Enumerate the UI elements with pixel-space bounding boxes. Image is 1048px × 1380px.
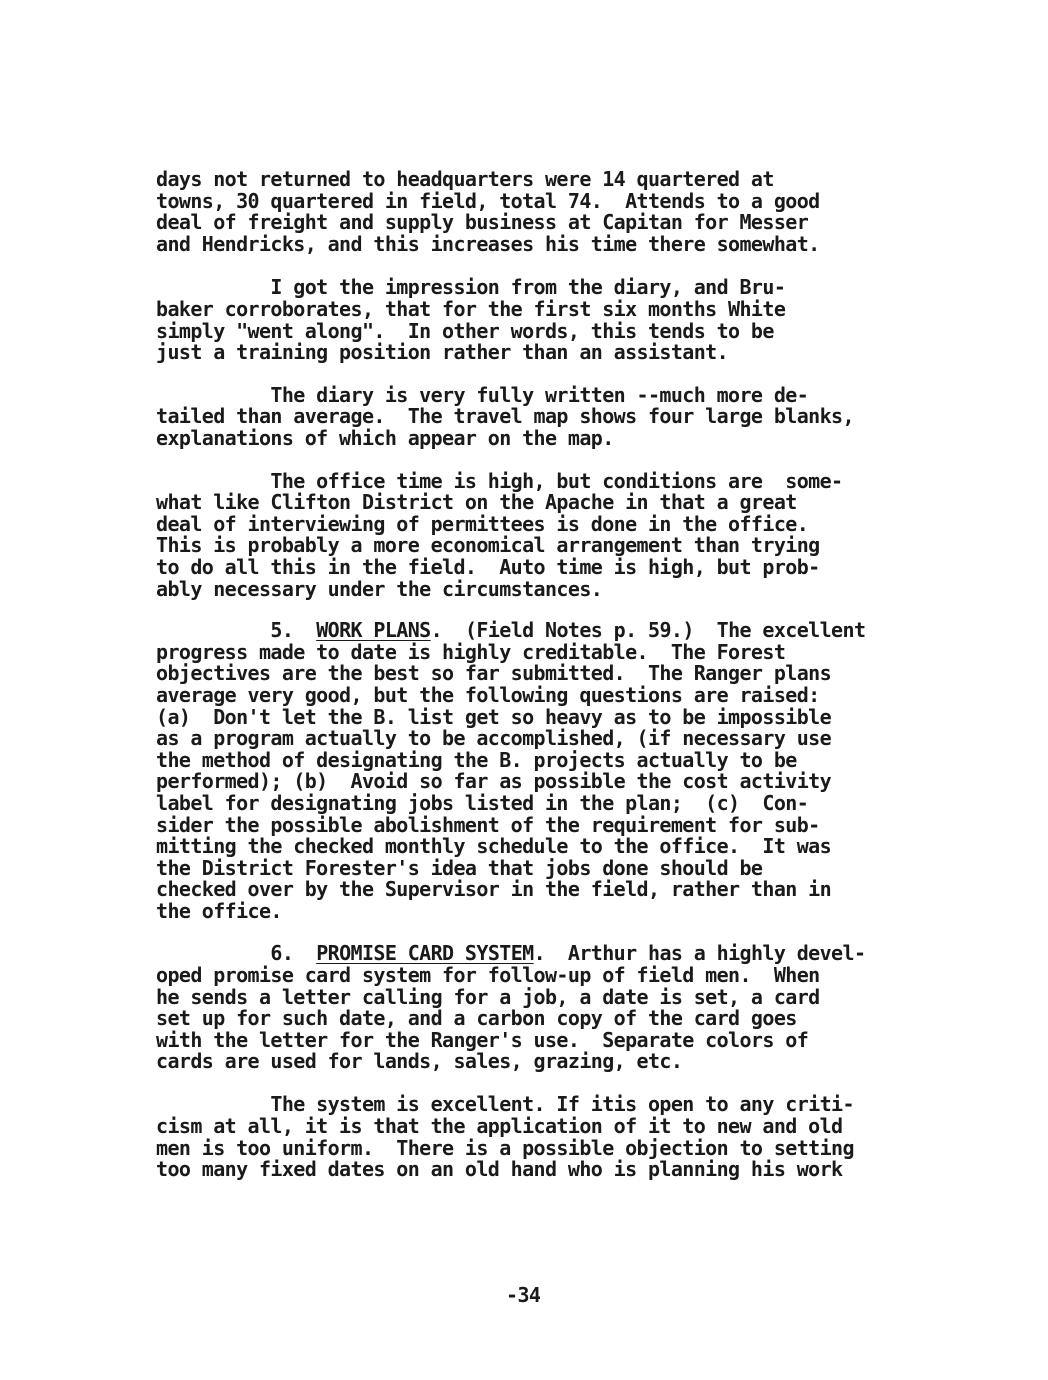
section-heading-continuation: . (Field Notes p. 59.) The excellent bbox=[430, 618, 866, 642]
text-line: simply "went along". In other words, this tends to be bbox=[156, 319, 774, 343]
text-line: label for designating jobs listed in the plan; (c) Con- bbox=[156, 791, 809, 815]
text-line: tailed than average. The travel map shows four large blanks, bbox=[156, 404, 854, 428]
text-line: explanations of which appear on the map. bbox=[156, 426, 614, 450]
text-line: days not returned to headquarters were 14 quartered at bbox=[156, 167, 774, 191]
text-line: cism at all, it is that the application of it to new and old bbox=[156, 1114, 843, 1138]
text-line: oped promise card system for follow-up of field men. When bbox=[156, 963, 820, 987]
text-indent bbox=[156, 618, 270, 642]
text-line: The diary is very fully written --much more de- bbox=[156, 383, 809, 407]
text-line: towns, 30 quartered in field, total 74. Attends to a good bbox=[156, 189, 820, 213]
text-line: cards are used for lands, sales, grazing, etc. bbox=[156, 1049, 683, 1073]
text-line: the method of designating the B. projects actually to be bbox=[156, 748, 797, 772]
text-line: objectives are the best so far submitted. The Ranger plans bbox=[156, 661, 832, 685]
section-number: 5. bbox=[270, 618, 294, 642]
page-number: -34 bbox=[506, 1283, 541, 1307]
text-line: I got the impression from the diary, and Bru- bbox=[156, 275, 786, 299]
text-line: checked over by the Supervisor in the field, rather than in bbox=[156, 877, 832, 901]
text-line: men is too uniform. There is a possible objection to setting bbox=[156, 1136, 854, 1160]
text-indent bbox=[156, 941, 270, 965]
text-gap bbox=[293, 618, 316, 642]
text-line: he sends a letter calling for a job, a date is set, a card bbox=[156, 985, 820, 1009]
text-line: (a) Don't let the B. list get so heavy as to be impossible bbox=[156, 705, 832, 729]
text-line: and Hendricks, and this increases his time there somewhat. bbox=[156, 232, 820, 256]
text-line: baker corroborates, that for the first six months White bbox=[156, 297, 786, 321]
section-heading-line bbox=[156, 942, 865, 964]
text-line: set up for such date, and a carbon copy of the card goes bbox=[156, 1006, 797, 1030]
section-heading-line bbox=[156, 619, 865, 641]
text-line: what like Clifton District on the Apache in that a great bbox=[156, 490, 797, 514]
text-line: average very good, but the following questions are raised: bbox=[156, 683, 820, 707]
text-line: performed); (b) Avoid so far as possible the cost activity bbox=[156, 769, 832, 793]
text-line: deal of freight and supply business at Capitan for Messer bbox=[156, 210, 809, 234]
text-line: deal of interviewing of permittees is done in the office. bbox=[156, 512, 809, 536]
section-number: 6. bbox=[270, 941, 294, 965]
text-line: sider the possible abolishment of the requirement for sub- bbox=[156, 813, 820, 837]
text-line: The office time is high, but conditions are some- bbox=[156, 469, 843, 493]
section-heading: WORK PLANS bbox=[316, 618, 431, 642]
text-line: with the letter for the Ranger's use. Separate colors of bbox=[156, 1028, 809, 1052]
text-line: just a training position rather than an assistant. bbox=[156, 340, 729, 364]
text-line: The system is excellent. If itis open to any criti- bbox=[156, 1092, 854, 1116]
section-heading-continuation: . Arthur has a highly devel- bbox=[533, 941, 866, 965]
text-line: too many fixed dates on an old hand who is planning his work bbox=[156, 1157, 843, 1181]
text-gap bbox=[293, 941, 316, 965]
text-line: ably necessary under the circumstances. bbox=[156, 577, 603, 601]
text-line: mitting the checked monthly schedule to the office. It was bbox=[156, 834, 832, 858]
text-line: as a program actually to be accomplished, (if necessary use bbox=[156, 726, 832, 750]
text-line: This is probably a more economical arrangement than trying bbox=[156, 533, 820, 557]
text-line: the District Forester's idea that jobs done should be bbox=[156, 856, 763, 880]
section-heading: PROMISE CARD SYSTEM bbox=[316, 941, 534, 965]
text-line: to do all this in the field. Auto time is high, but prob- bbox=[156, 555, 820, 579]
text-line: progress made to date is highly creditable. The Forest bbox=[156, 640, 786, 664]
text-line: the office. bbox=[156, 899, 282, 923]
